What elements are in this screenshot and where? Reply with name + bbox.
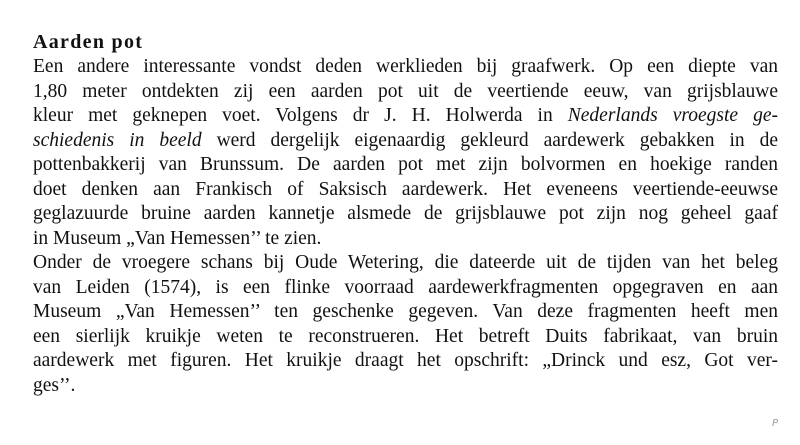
text-line	[33, 129, 778, 154]
text-span: kleur met geknepen voet. Volgens dr J. H. Holwerda in	[33, 105, 568, 126]
section-heading: Aarden pot	[33, 31, 144, 53]
text-line: Een andere interessante vondst deden werklieden bij graafwerk. Op een diepte van	[33, 56, 778, 77]
text-line: Museum „Van Hemessen’’ ten geschenke gegeven. Van deze fragmenten heeft men	[33, 301, 778, 322]
text-line: geglazuurde bruine aarden kannetje alsmede de grijsblauwe pot zijn nog geheel gaaf	[33, 203, 778, 224]
text-line: 1,80 meter ontdekten zij een aarden pot uit de veertiende eeuw, van grijsblauwe	[33, 80, 778, 102]
text-line: Onder de vroegere schans bij Oude Wetering, die dateerde uit de tijden van het beleg	[33, 252, 778, 273]
text-line	[33, 104, 778, 129]
text-line: pottenbakkerij van Brunssum. De aarden pot met zijn bolvormen en hoekige randen	[33, 154, 778, 175]
book-title-italic: schiedenis in beeld	[33, 129, 202, 151]
text-line: doet denken aan Frankisch of Saksisch aardewerk. Het eveneens veertiende-eeuwse	[33, 178, 778, 200]
text-line: een sierlijk kruikje weten te reconstrueren. Het betreft Duits fabrikaat, van bruin	[33, 325, 778, 347]
text-line: aardewerk met figuren. Het kruikje draagt het opschrift: „Drinck und esz, Got ver-	[33, 350, 778, 371]
paragraph-2	[33, 251, 778, 398]
book-title-italic: Nederlands vroegste ge-	[567, 105, 778, 126]
corner-mark: P	[771, 418, 778, 429]
text-line: van Leiden (1574), is een flinke voorraad aardewerkfragmenten opgegraven en aan	[33, 276, 778, 298]
paragraph-1	[33, 55, 778, 251]
document-page	[33, 29, 778, 398]
text-line: ges’’.	[33, 374, 76, 396]
text-span: werd dergelijk eigenaardig gekleurd aardewerk gebakken in de	[201, 129, 779, 151]
text-line: in Museum „Van Hemessen’’ te zien.	[33, 227, 322, 249]
